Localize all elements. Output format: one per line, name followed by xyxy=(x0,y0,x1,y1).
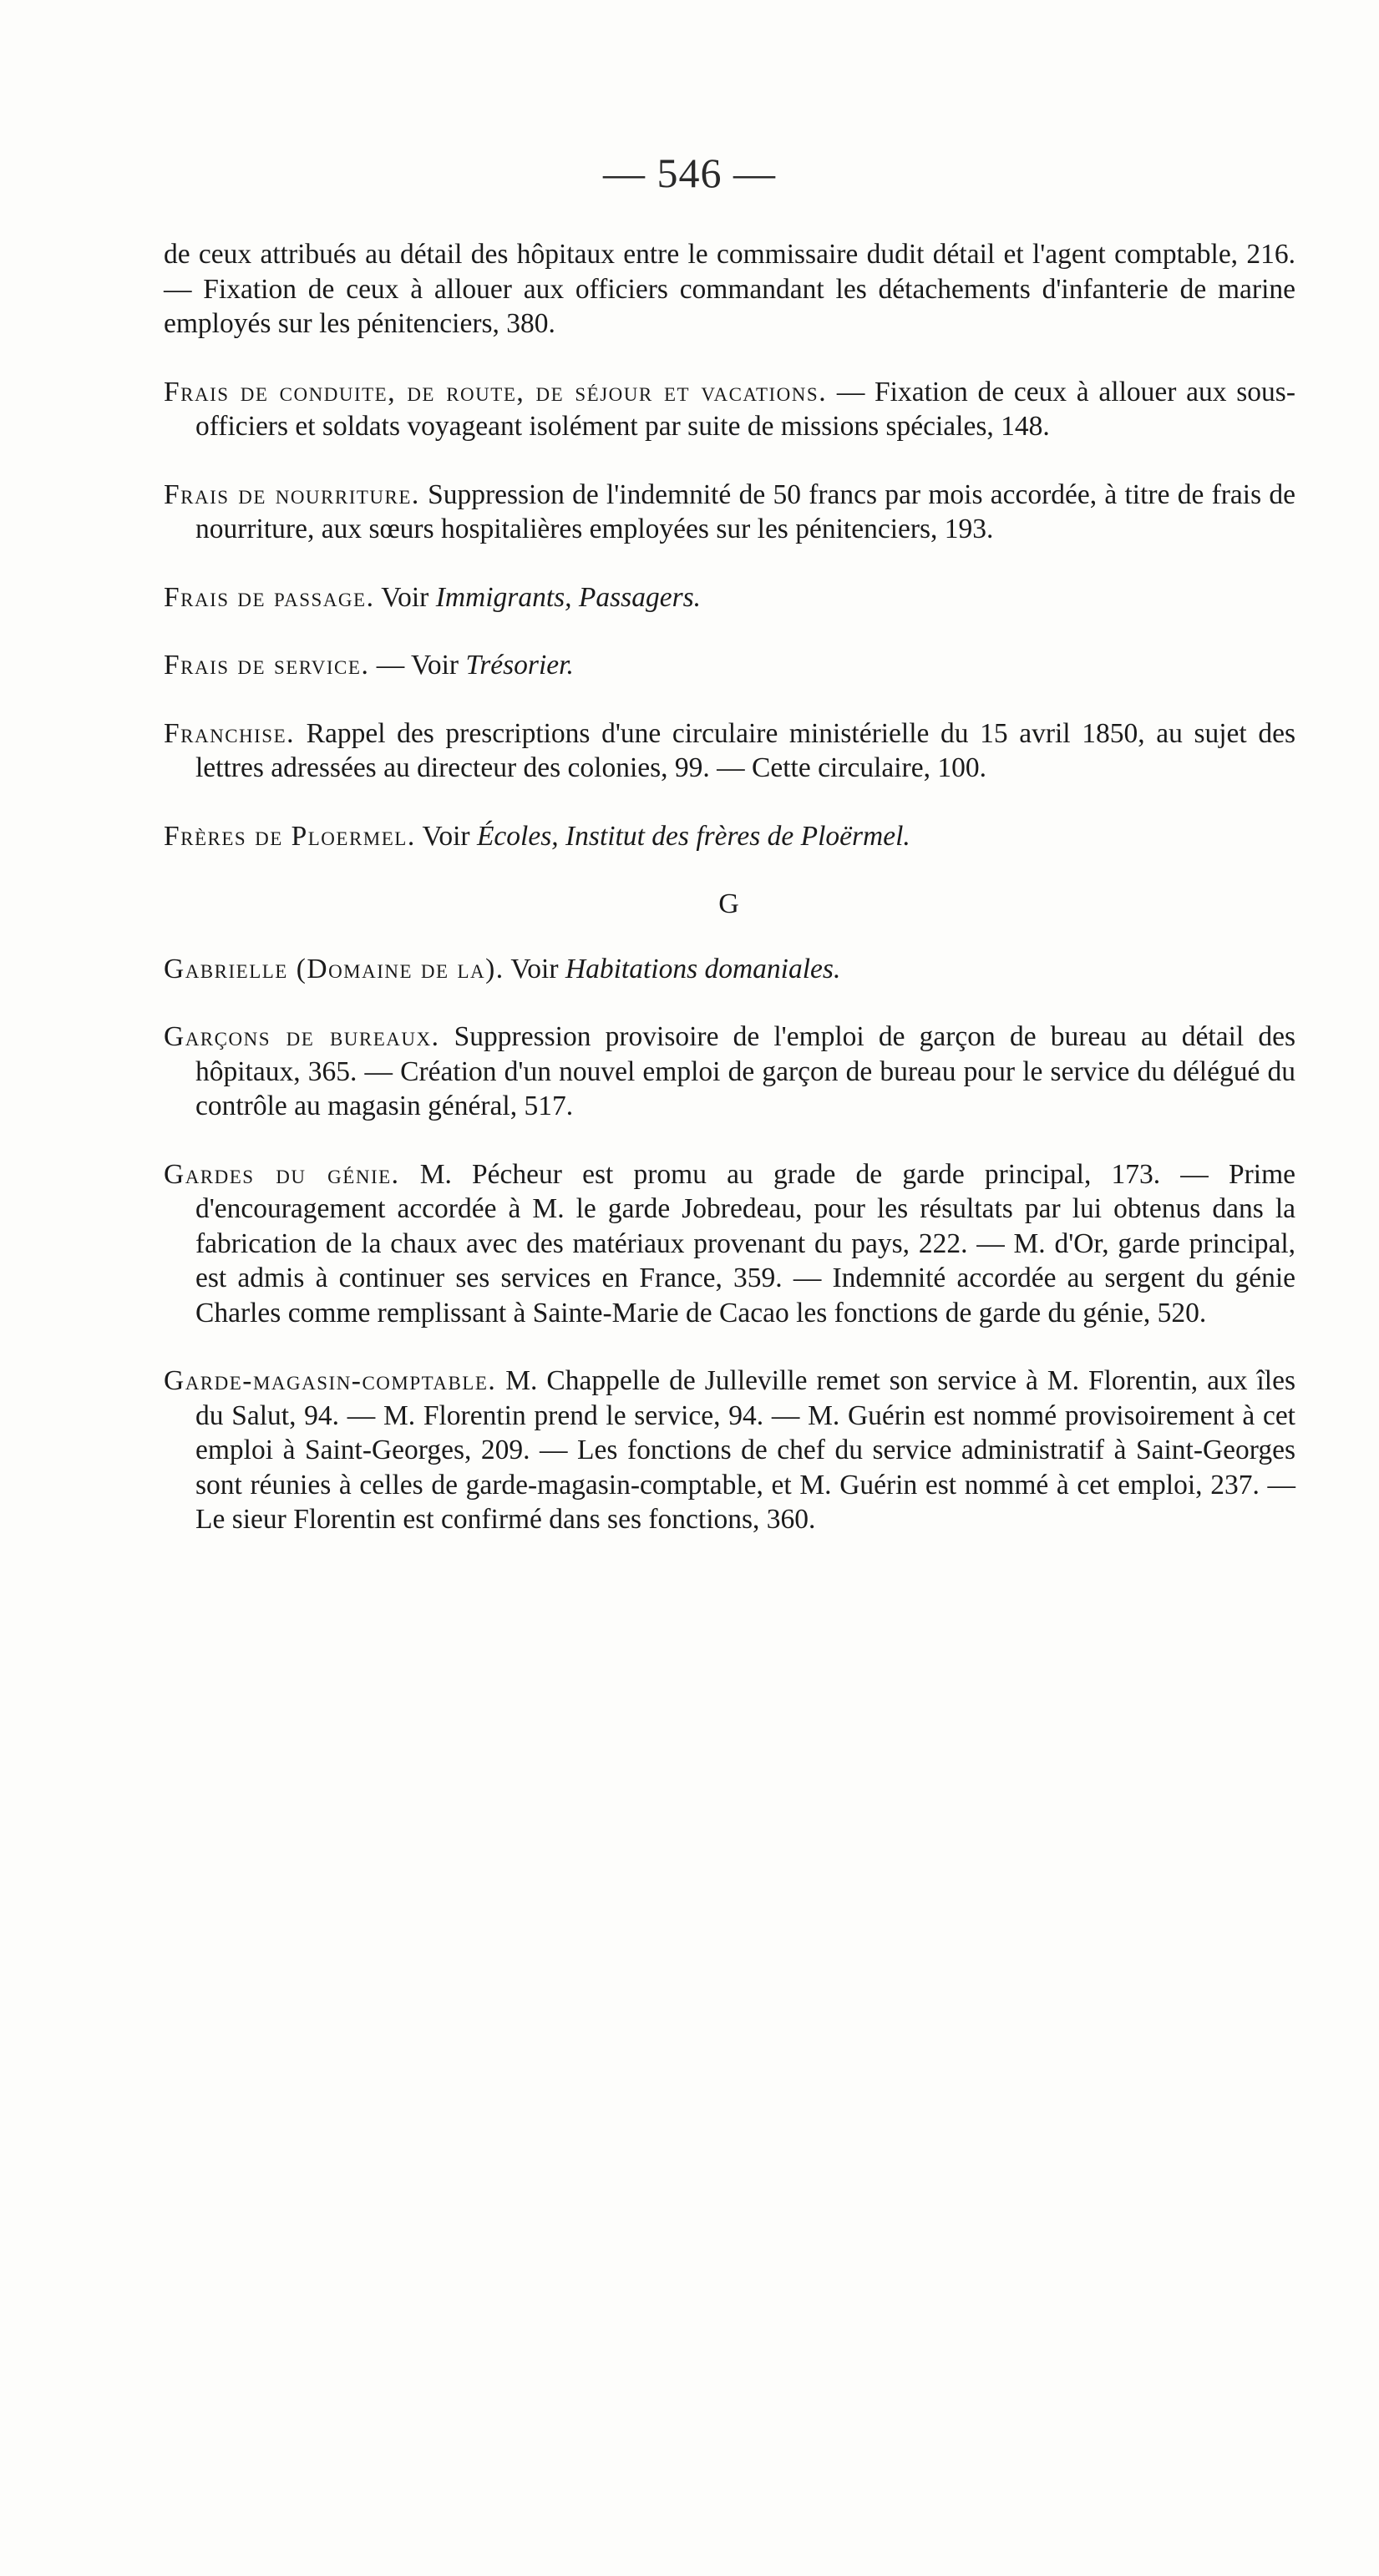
entry-heading: Frais de nourriture. xyxy=(164,478,420,510)
entry-heading: Frais de passage. xyxy=(164,581,375,613)
entry-text: — Voir xyxy=(369,650,466,681)
entry-heading: Garçons de bureaux. xyxy=(164,1021,440,1052)
index-entry-frais-de-conduite xyxy=(164,375,1295,444)
index-entry-garde-magasin-comptable xyxy=(164,1364,1295,1537)
index-body xyxy=(164,237,1295,1571)
index-entry-franchise xyxy=(164,716,1295,786)
entry-heading: Frais de conduite, de route, de séjour et vacations. xyxy=(164,376,828,407)
entry-text: Rappel des prescriptions d'une circulaire ministérielle du 15 avril 1850, au sujet des lettres adressées au directeur des colonies, 99. — Cette circulaire, 100. xyxy=(195,717,1295,783)
index-entry-frais-de-nourriture xyxy=(164,478,1295,547)
entry-text: Suppression provisoire de l'emploi de garçon de bureau au détail des hôpitaux, 365. — Création d'un nouvel emploi de garçon de bureau pour le service du délégué du contrôle au magasin général, 517. xyxy=(195,1021,1295,1121)
entry-text: — Fixation de ceux à allouer aux sous-officiers et soldats voyageant isolément par suite de missions spéciales, 148. xyxy=(195,376,1295,442)
entry-cross-reference: Immigrants, Passagers. xyxy=(435,581,702,613)
index-entry-frais-de-passage xyxy=(164,580,1295,615)
entry-heading: Franchise. xyxy=(164,717,296,749)
entry-heading: Gardes du génie. xyxy=(164,1158,400,1190)
entry-cross-reference: Habitations domaniales. xyxy=(565,953,841,984)
entry-text: M. Chappelle de Julleville remet son service à M. Florentin, aux îles du Salut, 94. — M. Florentin prend le service, 94. — M. Guérin est nommé provisoirement à cet emploi à Saint-Georges, 209. — Les fonctions de chef du service administratif à Saint-Georges sont réunies à celles de garde-magasin-comptable, et M. Guérin est nommé à cet emploi, 237. — Le sieur Florentin est confirmé dans ses fonctions, 360. xyxy=(195,1365,1295,1535)
index-entry-garcons-de-bureaux xyxy=(164,1020,1295,1124)
entry-cross-reference: Écoles, Institut des frères de Ploërmel. xyxy=(476,820,910,852)
index-entry-gabrielle xyxy=(164,952,1295,987)
page-number: — 546 — xyxy=(603,149,776,196)
index-entry-freres-de-ploermel xyxy=(164,819,1295,854)
entry-heading: Frais de service. xyxy=(164,650,370,681)
entry-text: Voir xyxy=(374,581,436,613)
entry-text: Suppression de l'indemnité de 50 francs par mois accordée, à titre de frais de nourriture, aux sœurs hospitalières employées sur les pénitenciers, 193. xyxy=(195,478,1295,544)
entry-text: Voir xyxy=(415,820,477,852)
entry-heading: Gabrielle (Domaine de la). xyxy=(164,953,504,984)
entry-heading: Frères de Ploermel. xyxy=(164,820,416,852)
index-entry-continuation xyxy=(164,237,1295,342)
entry-cross-reference: Trésorier. xyxy=(465,650,574,681)
index-entry-gardes-du-genie xyxy=(164,1157,1295,1331)
entry-heading: Garde-magasin-comptable. xyxy=(164,1365,497,1396)
entry-text: M. Pécheur est promu au grade de garde principal, 173. — Prime d'encouragement accordée à M. le garde Jobredeau, pour les résultats par lui obtenus dans la fabrication de la chaux avec des matériaux provenant du pays, 222. — M. d'Or, garde principal, est admis à continuer ses services en France, 359. — Indemnité accordée au sergent du génie Charles comme remplissant à Sainte-Marie de Cacao les fonctions de garde du génie, 520. xyxy=(195,1158,1296,1328)
index-entry-frais-de-service xyxy=(164,648,1295,683)
section-letter: G xyxy=(718,888,741,919)
entry-text: de ceux attribués au détail des hôpitaux entre le commissaire dudit détail et l'agent comptable, 216. — Fixation de ceux à allouer aux officiers commandant les détachements d'infanterie de marine employés sur les pénitenciers, 380. xyxy=(164,239,1295,339)
entry-text: Voir xyxy=(504,953,565,984)
